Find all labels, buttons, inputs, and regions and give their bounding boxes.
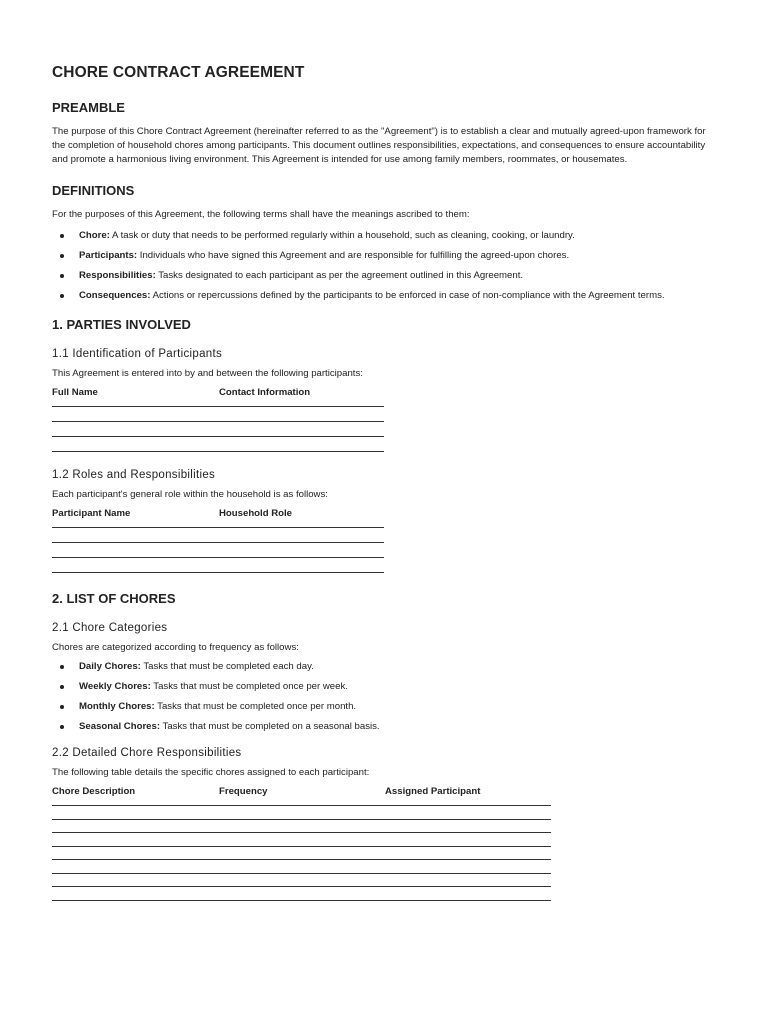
definitions-heading: DEFINITIONS xyxy=(52,183,135,198)
blank-line xyxy=(52,846,551,847)
document-title: CHORE CONTRACT AGREEMENT xyxy=(52,64,305,81)
blank-line xyxy=(52,557,384,558)
blank-line xyxy=(52,859,551,860)
parties-heading: 1. PARTIES INVOLVED xyxy=(52,317,191,332)
list-item: Seasonal Chores: Tasks that must be completed on a seasonal basis. xyxy=(52,720,720,733)
blank-line xyxy=(52,805,551,806)
document-body xyxy=(52,64,720,901)
list-item: Monthly Chores: Tasks that must be completed once per month. xyxy=(52,700,720,713)
list-item: Weekly Chores: Tasks that must be completed once per week. xyxy=(52,680,720,693)
categories-heading: 2.1 Chore Categories xyxy=(52,622,168,634)
blank-line xyxy=(52,873,551,874)
list-item: Chore: A task or duty that needs to be performed regularly within a household, such as cleaning, cooking, or laundry. xyxy=(52,229,720,242)
chores-heading: 2. LIST OF CHORES xyxy=(52,591,176,606)
definitions-intro: For the purposes of this Agreement, the following terms shall have the meanings ascribed to them: xyxy=(52,209,470,220)
column-header-full-name: Full Name xyxy=(52,387,98,398)
definitions-list xyxy=(52,229,720,302)
blank-line xyxy=(52,542,384,543)
roles-table-lines xyxy=(52,527,720,573)
blank-line xyxy=(52,421,384,422)
column-header-chore-description: Chore Description xyxy=(52,786,136,797)
categories-list xyxy=(52,660,720,733)
blank-line xyxy=(52,436,384,437)
bullet-icon xyxy=(60,294,64,298)
identification-heading: 1.1 Identification of Participants xyxy=(52,348,223,360)
roles-intro: Each participant's general role within the household is as follows: xyxy=(52,489,328,500)
detailed-table-header xyxy=(52,786,720,800)
list-item: Daily Chores: Tasks that must be completed each day. xyxy=(52,660,720,673)
blank-line xyxy=(52,451,384,452)
categories-intro: Chores are categorized according to frequency as follows: xyxy=(52,642,299,653)
preamble-heading: PREAMBLE xyxy=(52,100,125,115)
bullet-icon xyxy=(60,705,64,709)
preamble-text: The purpose of this Chore Contract Agreement (hereinafter referred to as the "Agreement") is to establish a clear and mutually agreed-upon framework for the completion of household chores among participants. This document outlines responsibilities, expectations, and consequences to ensure accountability and promote a harmonious living environment. This Agreement is intended for use among family members, roommates, or housemates. xyxy=(52,126,706,165)
identification-table-lines xyxy=(52,406,720,452)
identification-table-header xyxy=(52,387,720,401)
bullet-icon xyxy=(60,725,64,729)
column-header-participant-name: Participant Name xyxy=(52,508,131,519)
bullet-icon xyxy=(60,665,64,669)
list-item: Participants: Individuals who have signed this Agreement and are responsible for fulfilling the agreed-upon chores. xyxy=(52,249,720,262)
blank-line xyxy=(52,406,384,407)
bullet-icon xyxy=(60,685,64,689)
detailed-intro: The following table details the specific chores assigned to each participant: xyxy=(52,767,370,778)
identification-intro: This Agreement is entered into by and between the following participants: xyxy=(52,368,363,379)
detailed-heading: 2.2 Detailed Chore Responsibilities xyxy=(52,747,242,759)
blank-line xyxy=(52,819,551,820)
column-header-household-role: Household Role xyxy=(219,508,293,519)
bullet-icon xyxy=(60,234,64,238)
blank-line xyxy=(52,886,551,887)
blank-line xyxy=(52,527,384,528)
column-header-contact-information: Contact Information xyxy=(219,387,311,398)
blank-line xyxy=(52,572,384,573)
blank-line xyxy=(52,832,551,833)
column-header-assigned-participant: Assigned Participant xyxy=(385,786,481,797)
list-item: Responsibilities: Tasks designated to each participant as per the agreement outlined in this Agreement. xyxy=(52,269,720,282)
roles-table-header xyxy=(52,508,720,522)
detailed-table-lines xyxy=(52,805,720,901)
list-item: Consequences: Actions or repercussions defined by the participants to be enforced in case of non-compliance with the Agreement terms. xyxy=(52,289,720,302)
roles-heading: 1.2 Roles and Responsibilities xyxy=(52,469,216,481)
bullet-icon xyxy=(60,254,64,258)
blank-line xyxy=(52,900,551,901)
bullet-icon xyxy=(60,274,64,278)
column-header-frequency: Frequency xyxy=(219,786,268,797)
